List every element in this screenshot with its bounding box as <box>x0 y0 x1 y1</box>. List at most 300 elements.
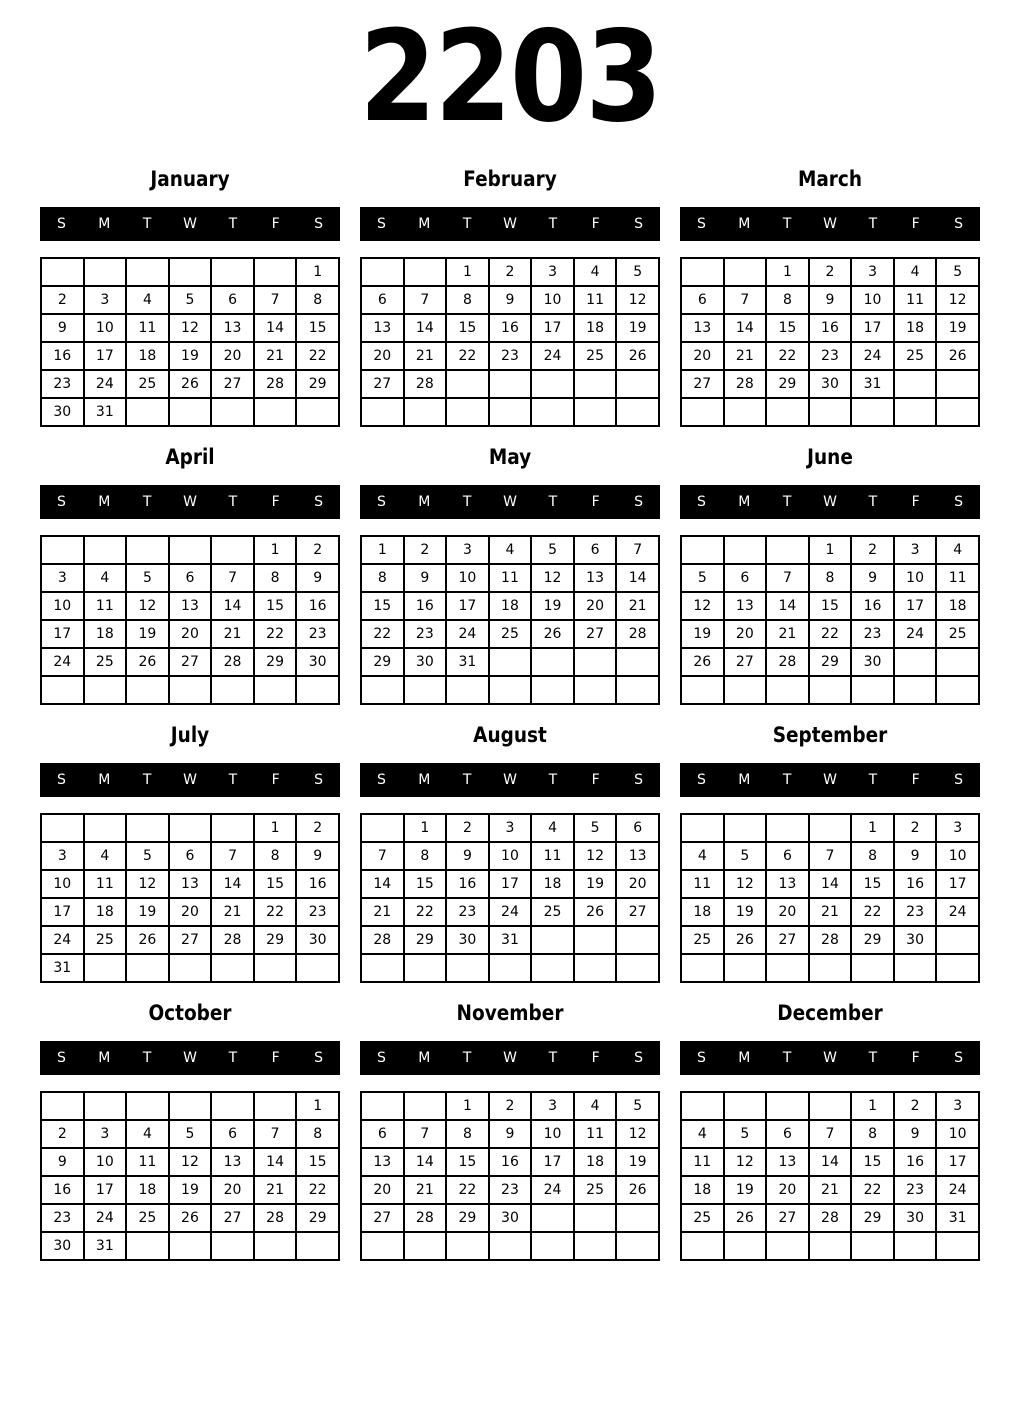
empty-day-cell <box>894 370 937 398</box>
day-cell: 6 <box>724 564 767 592</box>
day-cell: 27 <box>169 648 212 676</box>
empty-day-cell <box>574 398 617 426</box>
weekday-label: S <box>314 1050 324 1066</box>
week-row <box>361 1120 659 1148</box>
weekday-label: F <box>911 1050 920 1066</box>
day-cell: 6 <box>169 564 212 592</box>
day-cell: 17 <box>851 314 894 342</box>
day-cell: 11 <box>894 286 937 314</box>
day-cell: 30 <box>894 926 937 954</box>
weekday-label: S <box>696 772 706 788</box>
empty-day-cell <box>446 954 489 982</box>
weekday-label: T <box>228 216 238 232</box>
weekday-label: S <box>376 494 386 510</box>
week-row <box>681 870 979 898</box>
day-cell: 13 <box>766 1148 809 1176</box>
week-row <box>41 620 339 648</box>
weekday-label: W <box>183 772 197 788</box>
empty-day-cell <box>126 1232 169 1260</box>
month-block-april <box>40 428 340 706</box>
day-cell: 26 <box>616 1176 659 1204</box>
day-cell: 25 <box>126 1204 169 1232</box>
day-cell: 21 <box>211 620 254 648</box>
day-cell: 14 <box>211 870 254 898</box>
day-cell: 10 <box>936 1120 979 1148</box>
empty-day-cell <box>681 954 724 982</box>
day-cell: 5 <box>724 842 767 870</box>
day-cell: 30 <box>809 370 852 398</box>
day-cell: 3 <box>936 814 979 842</box>
empty-day-cell <box>211 954 254 982</box>
day-cell: 30 <box>446 926 489 954</box>
day-cell: 20 <box>681 342 724 370</box>
week-row <box>41 1092 339 1120</box>
day-cell: 20 <box>169 620 212 648</box>
week-row <box>361 314 659 342</box>
empty-day-cell <box>724 954 767 982</box>
day-cell: 7 <box>211 842 254 870</box>
empty-day-cell <box>851 676 894 704</box>
empty-day-cell <box>211 258 254 286</box>
day-cell: 20 <box>616 870 659 898</box>
day-cell: 26 <box>169 370 212 398</box>
empty-day-cell <box>41 1092 84 1120</box>
day-cell: 15 <box>446 314 489 342</box>
day-cell: 19 <box>169 342 212 370</box>
week-row <box>361 1204 659 1232</box>
day-cell: 9 <box>894 842 937 870</box>
empty-day-cell <box>361 1232 404 1260</box>
empty-day-cell <box>361 398 404 426</box>
day-cell: 19 <box>681 620 724 648</box>
weekday-header-row <box>360 1041 660 1075</box>
week-row <box>41 1204 339 1232</box>
empty-day-cell <box>211 398 254 426</box>
weekday-label: T <box>782 772 792 788</box>
day-cell: 10 <box>446 564 489 592</box>
weekday-label: M <box>98 494 111 510</box>
day-cell: 6 <box>766 842 809 870</box>
weekday-label: M <box>418 216 431 232</box>
day-cell: 28 <box>766 648 809 676</box>
empty-day-cell <box>936 676 979 704</box>
empty-day-cell <box>616 648 659 676</box>
day-cell: 21 <box>404 342 447 370</box>
day-cell: 1 <box>809 536 852 564</box>
week-row <box>681 620 979 648</box>
day-cell: 17 <box>41 620 84 648</box>
empty-day-cell <box>851 398 894 426</box>
day-cell: 30 <box>404 648 447 676</box>
day-cell: 9 <box>446 842 489 870</box>
day-cell: 1 <box>296 1092 339 1120</box>
day-cell: 12 <box>169 314 212 342</box>
day-cell: 4 <box>574 1092 617 1120</box>
weekday-label: W <box>823 772 837 788</box>
month-block-may <box>360 428 660 706</box>
empty-day-cell <box>169 536 212 564</box>
empty-day-cell <box>724 258 767 286</box>
day-cell: 27 <box>361 1204 404 1232</box>
weekday-label: T <box>548 1050 558 1066</box>
month-block-december <box>680 984 980 1262</box>
day-cell: 17 <box>84 1176 127 1204</box>
day-cell: 6 <box>616 814 659 842</box>
day-cell: 24 <box>531 342 574 370</box>
day-cell: 14 <box>809 1148 852 1176</box>
weekday-label: S <box>376 216 386 232</box>
empty-day-cell <box>681 1092 724 1120</box>
weekday-label: T <box>782 216 792 232</box>
day-cell: 31 <box>936 1204 979 1232</box>
day-cell: 24 <box>84 1204 127 1232</box>
day-cell: 29 <box>254 648 297 676</box>
weekday-label: F <box>271 772 280 788</box>
empty-day-cell <box>616 370 659 398</box>
day-cell: 19 <box>724 898 767 926</box>
weekday-label: M <box>98 1050 111 1066</box>
day-cell: 24 <box>446 620 489 648</box>
day-cell: 11 <box>574 1120 617 1148</box>
day-cell: 27 <box>169 926 212 954</box>
empty-day-cell <box>531 926 574 954</box>
empty-day-cell <box>724 676 767 704</box>
day-cell: 1 <box>446 1092 489 1120</box>
day-cell: 3 <box>41 564 84 592</box>
week-row <box>361 342 659 370</box>
empty-day-cell <box>724 536 767 564</box>
empty-day-cell <box>254 1232 297 1260</box>
empty-day-cell <box>169 398 212 426</box>
day-cell: 28 <box>211 648 254 676</box>
week-row <box>681 898 979 926</box>
day-cell: 2 <box>404 536 447 564</box>
empty-day-cell <box>936 398 979 426</box>
weekday-label: F <box>591 216 600 232</box>
weekday-label: M <box>738 1050 751 1066</box>
day-cell: 2 <box>894 1092 937 1120</box>
week-row <box>361 870 659 898</box>
weekday-label: T <box>142 216 152 232</box>
empty-day-cell <box>809 1232 852 1260</box>
day-cell: 16 <box>296 592 339 620</box>
weekday-label: T <box>228 772 238 788</box>
day-cell: 6 <box>361 286 404 314</box>
day-cell: 7 <box>616 536 659 564</box>
day-cell: 3 <box>851 258 894 286</box>
day-cell: 1 <box>446 258 489 286</box>
day-cell: 7 <box>254 286 297 314</box>
month-title: January <box>150 166 230 191</box>
day-cell: 15 <box>254 870 297 898</box>
week-row <box>41 1176 339 1204</box>
empty-day-cell <box>361 258 404 286</box>
weekday-label: W <box>503 772 517 788</box>
day-cell: 27 <box>724 648 767 676</box>
empty-day-cell <box>681 398 724 426</box>
day-cell: 31 <box>84 398 127 426</box>
weekday-label: T <box>462 216 472 232</box>
day-cell: 5 <box>169 1120 212 1148</box>
empty-day-cell <box>766 536 809 564</box>
day-cell: 18 <box>681 1176 724 1204</box>
day-cell: 2 <box>894 814 937 842</box>
empty-day-cell <box>894 648 937 676</box>
empty-day-cell <box>211 536 254 564</box>
empty-day-cell <box>936 648 979 676</box>
day-cell: 26 <box>169 1204 212 1232</box>
weekday-label: T <box>868 772 878 788</box>
day-cell: 1 <box>404 814 447 842</box>
empty-day-cell <box>681 814 724 842</box>
day-cell: 10 <box>531 286 574 314</box>
weekday-header-row <box>680 485 980 519</box>
day-cell: 16 <box>489 1148 532 1176</box>
day-cell: 25 <box>894 342 937 370</box>
week-row <box>681 314 979 342</box>
weekday-label: T <box>782 1050 792 1066</box>
empty-day-cell <box>489 1232 532 1260</box>
empty-day-cell <box>169 954 212 982</box>
empty-day-cell <box>169 1232 212 1260</box>
empty-day-cell <box>616 1204 659 1232</box>
week-row <box>681 258 979 286</box>
year-title: 2203 <box>359 3 661 150</box>
weekday-label: W <box>183 216 197 232</box>
weekday-label: T <box>548 494 558 510</box>
day-cell: 26 <box>616 342 659 370</box>
day-cell: 8 <box>254 564 297 592</box>
week-row <box>361 648 659 676</box>
week-row <box>41 342 339 370</box>
empty-day-cell <box>531 398 574 426</box>
month-title: August <box>473 722 547 747</box>
day-cell: 14 <box>809 870 852 898</box>
day-cell: 20 <box>766 1176 809 1204</box>
day-cell: 23 <box>446 898 489 926</box>
day-cell: 8 <box>809 564 852 592</box>
day-cell: 1 <box>851 1092 894 1120</box>
week-row <box>41 398 339 426</box>
day-cell: 22 <box>296 342 339 370</box>
weekday-label: M <box>98 772 111 788</box>
day-cell: 15 <box>404 870 447 898</box>
empty-day-cell <box>169 814 212 842</box>
day-cell: 2 <box>41 1120 84 1148</box>
weekday-label: S <box>376 1050 386 1066</box>
day-cell: 28 <box>211 926 254 954</box>
day-cell: 22 <box>254 620 297 648</box>
day-cell: 23 <box>489 342 532 370</box>
day-cell: 7 <box>809 842 852 870</box>
day-cell: 15 <box>809 592 852 620</box>
day-cell: 21 <box>254 342 297 370</box>
weekday-header-row <box>680 207 980 241</box>
day-cell: 25 <box>574 342 617 370</box>
day-cell: 16 <box>296 870 339 898</box>
day-cell: 3 <box>531 258 574 286</box>
empty-day-cell <box>574 954 617 982</box>
day-cell: 27 <box>681 370 724 398</box>
day-cell: 3 <box>446 536 489 564</box>
weekday-label: M <box>418 1050 431 1066</box>
weekday-label: M <box>738 216 751 232</box>
day-cell: 4 <box>84 842 127 870</box>
empty-day-cell <box>126 814 169 842</box>
day-cell: 6 <box>361 1120 404 1148</box>
day-cell: 17 <box>531 314 574 342</box>
empty-day-cell <box>404 954 447 982</box>
week-row <box>681 954 979 982</box>
day-cell: 31 <box>446 648 489 676</box>
day-cell: 28 <box>361 926 404 954</box>
day-cell: 13 <box>211 1148 254 1176</box>
day-cell: 23 <box>851 620 894 648</box>
month-title: February <box>463 166 557 191</box>
weekday-header-row <box>40 763 340 797</box>
empty-day-cell <box>84 258 127 286</box>
day-cell: 20 <box>211 342 254 370</box>
day-cell: 23 <box>296 898 339 926</box>
day-cell: 8 <box>254 842 297 870</box>
day-cell: 27 <box>766 926 809 954</box>
weekday-label: T <box>548 216 558 232</box>
weekday-header-row <box>40 207 340 241</box>
day-cell: 2 <box>446 814 489 842</box>
day-cell: 24 <box>894 620 937 648</box>
month-days-table <box>360 257 660 427</box>
day-cell: 12 <box>574 842 617 870</box>
day-cell: 6 <box>211 286 254 314</box>
day-cell: 3 <box>936 1092 979 1120</box>
day-cell: 18 <box>84 620 127 648</box>
weekday-label: S <box>954 216 964 232</box>
day-cell: 15 <box>296 314 339 342</box>
empty-day-cell <box>574 1204 617 1232</box>
empty-day-cell <box>169 676 212 704</box>
weekday-header-row <box>40 485 340 519</box>
day-cell: 1 <box>361 536 404 564</box>
day-cell: 11 <box>681 1148 724 1176</box>
empty-day-cell <box>681 536 724 564</box>
empty-day-cell <box>616 676 659 704</box>
month-block-august <box>360 706 660 984</box>
day-cell: 19 <box>936 314 979 342</box>
day-cell: 3 <box>489 814 532 842</box>
empty-day-cell <box>254 676 297 704</box>
week-row <box>41 954 339 982</box>
empty-day-cell <box>766 676 809 704</box>
day-cell: 5 <box>574 814 617 842</box>
day-cell: 12 <box>126 592 169 620</box>
day-cell: 13 <box>169 870 212 898</box>
day-cell: 1 <box>254 536 297 564</box>
week-row <box>41 1120 339 1148</box>
day-cell: 6 <box>766 1120 809 1148</box>
day-cell: 14 <box>361 870 404 898</box>
week-row <box>41 258 339 286</box>
weekday-label: W <box>503 216 517 232</box>
day-cell: 14 <box>211 592 254 620</box>
week-row <box>361 286 659 314</box>
month-block-september <box>680 706 980 984</box>
day-cell: 17 <box>84 342 127 370</box>
week-row <box>41 870 339 898</box>
day-cell: 8 <box>851 842 894 870</box>
day-cell: 7 <box>361 842 404 870</box>
month-block-november <box>360 984 660 1262</box>
day-cell: 20 <box>361 1176 404 1204</box>
day-cell: 26 <box>724 1204 767 1232</box>
month-block-july <box>40 706 340 984</box>
weekday-label: T <box>228 1050 238 1066</box>
month-title: May <box>488 444 532 469</box>
weekday-label: S <box>954 1050 964 1066</box>
day-cell: 29 <box>254 926 297 954</box>
empty-day-cell <box>169 1092 212 1120</box>
day-cell: 12 <box>126 870 169 898</box>
day-cell: 15 <box>254 592 297 620</box>
empty-day-cell <box>616 1232 659 1260</box>
empty-day-cell <box>616 398 659 426</box>
day-cell: 4 <box>489 536 532 564</box>
day-cell: 1 <box>851 814 894 842</box>
day-cell: 28 <box>254 370 297 398</box>
day-cell: 21 <box>404 1176 447 1204</box>
month-days-table <box>680 1091 980 1261</box>
empty-day-cell <box>361 1092 404 1120</box>
day-cell: 8 <box>296 1120 339 1148</box>
day-cell: 9 <box>809 286 852 314</box>
empty-day-cell <box>446 1232 489 1260</box>
day-cell: 15 <box>851 870 894 898</box>
empty-day-cell <box>681 1232 724 1260</box>
day-cell: 26 <box>724 926 767 954</box>
day-cell: 14 <box>404 314 447 342</box>
day-cell: 17 <box>41 898 84 926</box>
day-cell: 21 <box>724 342 767 370</box>
day-cell: 22 <box>361 620 404 648</box>
weekday-label: M <box>418 494 431 510</box>
day-cell: 3 <box>894 536 937 564</box>
weekday-label: F <box>591 1050 600 1066</box>
day-cell: 4 <box>574 258 617 286</box>
week-row <box>361 1176 659 1204</box>
day-cell: 24 <box>489 898 532 926</box>
day-cell: 30 <box>489 1204 532 1232</box>
day-cell: 16 <box>851 592 894 620</box>
day-cell: 15 <box>296 1148 339 1176</box>
day-cell: 19 <box>616 1148 659 1176</box>
day-cell: 17 <box>894 592 937 620</box>
weekday-label: T <box>868 1050 878 1066</box>
day-cell: 2 <box>851 536 894 564</box>
day-cell: 16 <box>894 870 937 898</box>
week-row <box>681 342 979 370</box>
day-cell: 23 <box>809 342 852 370</box>
day-cell: 28 <box>404 370 447 398</box>
empty-day-cell <box>489 954 532 982</box>
weekday-label: W <box>823 494 837 510</box>
day-cell: 22 <box>446 1176 489 1204</box>
day-cell: 9 <box>41 314 84 342</box>
day-cell: 18 <box>489 592 532 620</box>
weekday-label: T <box>548 772 558 788</box>
day-cell: 25 <box>681 1204 724 1232</box>
empty-day-cell <box>851 954 894 982</box>
day-cell: 8 <box>361 564 404 592</box>
empty-day-cell <box>574 676 617 704</box>
